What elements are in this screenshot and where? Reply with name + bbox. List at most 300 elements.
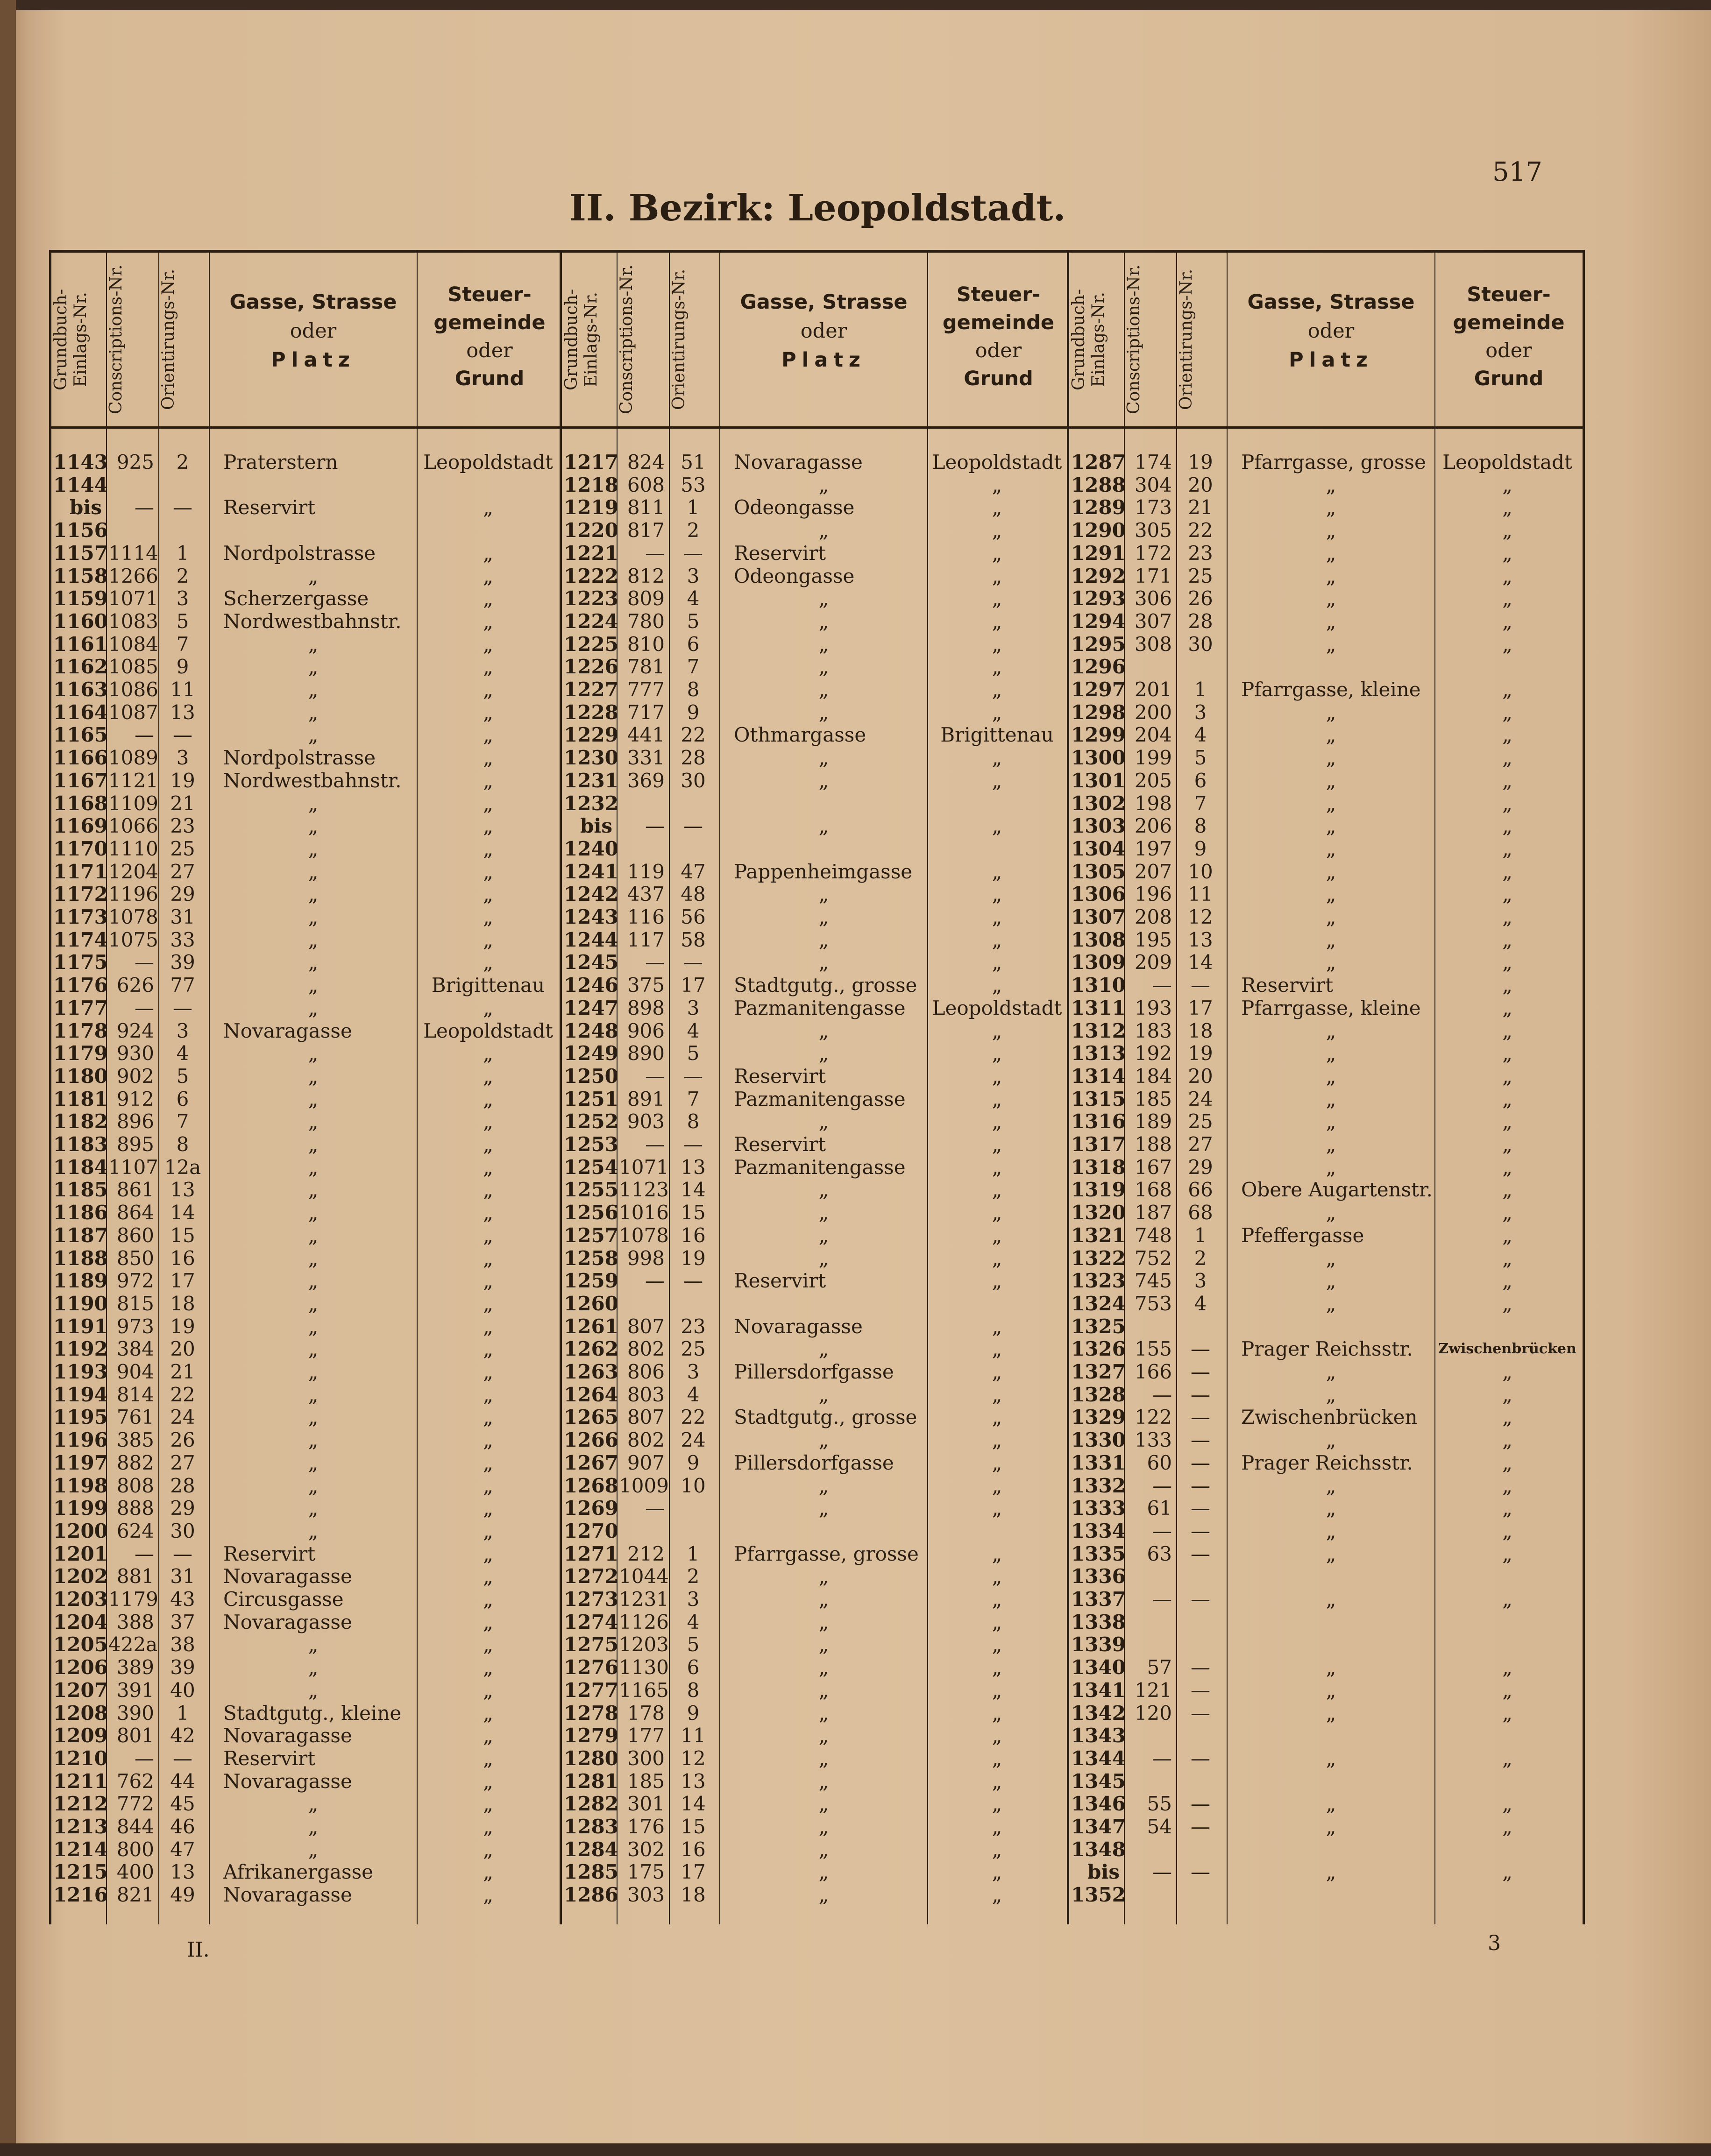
cell-conscriptions-nr: 803 — [627, 1383, 665, 1406]
table-row — [562, 474, 1069, 496]
cell-orientirungs-nr: 13 — [681, 1155, 706, 1179]
cell-steuergemeinde: „ — [1502, 996, 1512, 1019]
cell-gasse: „ — [308, 1133, 319, 1156]
cell-conscriptions-nr: 172 — [1134, 541, 1172, 565]
cell-grundbuch-nr: 1337 — [1071, 1588, 1126, 1611]
table-row — [1069, 1770, 1583, 1793]
cell-conscriptions-nr: 188 — [1134, 1133, 1172, 1156]
cell-steuergemeinde: „ — [1502, 1428, 1512, 1452]
cell-orientirungs-nr: 4 — [687, 1019, 700, 1042]
cell-orientirungs-nr: 21 — [170, 1360, 195, 1383]
cell-conscriptions-nr: 973 — [116, 1315, 154, 1338]
table-row — [51, 565, 562, 587]
cell-gasse: „ — [308, 928, 319, 951]
cell-grundbuch-nr: 1200 — [53, 1519, 108, 1542]
table-row — [51, 1042, 562, 1065]
cell-conscriptions-nr: 881 — [116, 1565, 154, 1588]
cell-orientirungs-nr: 17 — [1188, 996, 1213, 1019]
cell-steuergemeinde: „ — [992, 1315, 1002, 1338]
cell-steuergemeinde: „ — [992, 1633, 1002, 1656]
cell-conscriptions-nr: 375 — [627, 974, 665, 997]
header-steuer — [417, 281, 562, 393]
cell-grundbuch-nr: 1322 — [1071, 1246, 1126, 1270]
cell-gasse: „ — [308, 1042, 319, 1065]
cell-orientirungs-nr: 4 — [1194, 723, 1207, 747]
table-row — [1069, 1293, 1583, 1315]
cell-grundbuch-nr: 1174 — [53, 928, 108, 951]
cell-gasse: „ — [818, 769, 829, 792]
cell-orientirungs-nr: 3 — [176, 587, 189, 610]
cell-gasse: „ — [818, 814, 829, 838]
cell-conscriptions-nr — [1126, 1884, 1172, 1906]
cell-conscriptions-nr: 200 — [1134, 700, 1172, 724]
cell-grundbuch-nr: 1261 — [564, 1315, 618, 1338]
cell-steuergemeinde: „ — [1502, 1292, 1512, 1315]
cell-conscriptions-nr: 57 — [1147, 1656, 1172, 1679]
cell-orientirungs-nr: 26 — [1188, 587, 1213, 610]
cell-conscriptions-nr: 437 — [627, 883, 665, 906]
cell-gasse: „ — [1326, 1746, 1336, 1770]
table-row — [1069, 1702, 1583, 1725]
cell-conscriptions-nr: — — [645, 1269, 665, 1293]
cell-gasse: „ — [1326, 746, 1336, 770]
cell-steuergemeinde: „ — [992, 1110, 1002, 1133]
table-row — [51, 1884, 562, 1906]
table-row — [51, 1611, 562, 1633]
cell-steuergemeinde — [930, 1293, 1065, 1315]
cell-orientirungs-nr: 17 — [681, 1860, 706, 1884]
cell-conscriptions-nr — [1126, 1633, 1172, 1656]
table-row — [562, 656, 1069, 678]
cell-gasse: „ — [308, 1497, 319, 1520]
cell-steuergemeinde: „ — [483, 1565, 493, 1588]
table-row — [1069, 542, 1583, 565]
cell-orientirungs-nr: 27 — [170, 1451, 195, 1474]
header-orientirungs: Orientirungs-Nr. — [1177, 269, 1196, 410]
cell-steuergemeinde: „ — [992, 1565, 1002, 1588]
cell-orientirungs-nr: 9 — [687, 1451, 700, 1474]
table-row — [562, 1452, 1069, 1474]
cell-gasse: „ — [308, 1269, 319, 1293]
cell-gasse: Pillersdorfgasse — [734, 1451, 894, 1474]
cell-conscriptions-nr: — — [1152, 1519, 1172, 1542]
table-row — [562, 1520, 1069, 1542]
cell-grundbuch-nr: 1212 — [53, 1792, 108, 1816]
cell-orientirungs-nr: 19 — [681, 1246, 706, 1270]
cell-orientirungs-nr: 23 — [170, 814, 195, 838]
cell-grundbuch-nr: 1203 — [53, 1588, 108, 1611]
cell-conscriptions-nr: 388 — [116, 1610, 154, 1633]
cell-conscriptions-nr: 302 — [627, 1838, 665, 1861]
cell-steuergemeinde: „ — [1502, 1155, 1512, 1179]
table-row — [562, 1065, 1069, 1088]
cell-conscriptions-nr: 815 — [116, 1292, 154, 1315]
table-row — [51, 838, 562, 860]
cell-conscriptions-nr: 608 — [627, 473, 665, 496]
cell-orientirungs-nr: 77 — [170, 974, 195, 997]
cell-steuergemeinde: „ — [483, 1292, 493, 1315]
cell-orientirungs-nr: 16 — [681, 1223, 706, 1247]
cell-orientirungs-nr — [1179, 1725, 1222, 1747]
cell-steuergemeinde: „ — [483, 1838, 493, 1861]
cell-steuergemeinde: „ — [483, 928, 493, 951]
table-row — [51, 792, 562, 815]
cell-orientirungs-nr: 16 — [170, 1246, 195, 1270]
cell-grundbuch-nr: 1267 — [564, 1451, 618, 1474]
cell-gasse: Reservirt — [734, 1133, 826, 1156]
cell-conscriptions-nr: 812 — [627, 564, 665, 587]
table-block-2 — [560, 250, 1069, 1924]
table-row — [1069, 633, 1583, 656]
cell-conscriptions-nr: 1130 — [619, 1656, 669, 1679]
table-row — [1069, 1361, 1583, 1383]
cell-conscriptions-nr: 184 — [1134, 1064, 1172, 1088]
cell-orientirungs-nr: — — [683, 541, 703, 565]
cell-conscriptions-nr: — — [1152, 974, 1172, 997]
table-row — [562, 1020, 1069, 1042]
cell-steuergemeinde: „ — [992, 1883, 1002, 1907]
cell-orientirungs-nr: 5 — [687, 1042, 700, 1065]
cell-steuergemeinde: „ — [483, 769, 493, 792]
cell-orientirungs-nr — [671, 1520, 715, 1542]
cell-conscriptions-nr: — — [135, 723, 154, 747]
cell-gasse: „ — [1326, 1656, 1336, 1679]
cell-orientirungs-nr: 4 — [176, 1042, 189, 1065]
cell-grundbuch-nr: 1209 — [53, 1724, 108, 1747]
cell-steuergemeinde: „ — [1502, 769, 1512, 792]
cell-steuergemeinde: „ — [992, 1223, 1002, 1247]
cell-gasse: „ — [1326, 1428, 1336, 1452]
cell-gasse: „ — [818, 678, 829, 701]
cell-conscriptions-nr: — — [645, 541, 665, 565]
table-row — [51, 815, 562, 837]
cell-steuergemeinde: „ — [992, 1360, 1002, 1383]
cell-orientirungs-nr: 33 — [170, 928, 195, 951]
cell-orientirungs-nr: 30 — [681, 769, 706, 792]
table-block-1 — [49, 250, 562, 1924]
cell-grundbuch-nr: 1157 — [53, 541, 108, 565]
table-row — [1069, 610, 1583, 633]
cell-conscriptions-nr: 201 — [1134, 678, 1172, 701]
cell-steuergemeinde: „ — [1502, 541, 1512, 565]
cell-grundbuch-nr: 1229 — [564, 723, 618, 747]
cell-grundbuch-nr: 1211 — [53, 1769, 108, 1793]
cell-orientirungs-nr: 21 — [1188, 496, 1213, 519]
cell-grundbuch-nr: 1189 — [53, 1269, 108, 1293]
cell-gasse: Nordpolstrasse — [223, 746, 376, 770]
cell-conscriptions-nr: 717 — [627, 700, 665, 724]
cell-orientirungs-nr: 27 — [1188, 1133, 1213, 1156]
cell-steuergemeinde: „ — [992, 496, 1002, 519]
table-row — [1069, 1384, 1583, 1406]
cell-grundbuch-nr: 1257 — [564, 1223, 618, 1247]
cell-steuergemeinde: „ — [483, 1815, 493, 1838]
cell-orientirungs-nr: 51 — [681, 451, 706, 474]
cell-grundbuch-nr: 1224 — [564, 609, 618, 633]
cell-steuergemeinde: „ — [483, 496, 493, 519]
cell-conscriptions-nr: 400 — [116, 1860, 154, 1884]
cell-orientirungs-nr: 29 — [170, 1497, 195, 1520]
cell-grundbuch-nr: 1335 — [1071, 1542, 1126, 1565]
cell-grundbuch-nr: 1295 — [1071, 632, 1126, 656]
cell-conscriptions-nr: 811 — [627, 496, 665, 519]
table-row — [51, 974, 562, 997]
cell-orientirungs-nr: — — [683, 1064, 703, 1088]
cell-gasse — [1241, 1565, 1433, 1588]
cell-conscriptions-nr: 626 — [116, 974, 154, 997]
cell-orientirungs-nr: 29 — [170, 883, 195, 906]
cell-grundbuch-nr: 1302 — [1071, 792, 1126, 815]
cell-steuergemeinde: „ — [1502, 1815, 1512, 1838]
cell-steuergemeinde: Leopoldstadt — [1442, 451, 1572, 474]
cell-conscriptions-nr: 814 — [116, 1383, 154, 1406]
cell-conscriptions-nr: 1203 — [619, 1633, 669, 1656]
cell-orientirungs-nr: — — [173, 996, 192, 1019]
cell-conscriptions-nr — [619, 792, 665, 815]
cell-steuergemeinde: „ — [483, 1246, 493, 1270]
cell-orientirungs-nr: 14 — [681, 1792, 706, 1816]
cell-orientirungs-nr: 48 — [681, 883, 706, 906]
cell-conscriptions-nr: 384 — [116, 1337, 154, 1361]
cell-conscriptions-nr: 422a — [108, 1633, 158, 1656]
cell-orientirungs-nr: 6 — [176, 1087, 189, 1110]
table-row — [51, 1202, 562, 1224]
cell-gasse: „ — [1326, 1815, 1336, 1838]
cell-orientirungs-nr: — — [1191, 1815, 1210, 1838]
cell-steuergemeinde: „ — [992, 473, 1002, 496]
cell-gasse: „ — [308, 1451, 319, 1474]
cell-grundbuch-nr: bis — [580, 814, 612, 838]
cell-gasse: Novaragasse — [223, 1883, 352, 1907]
cell-gasse: Novaragasse — [734, 451, 863, 474]
cell-grundbuch-nr: 1177 — [53, 996, 108, 1019]
cell-grundbuch-nr: 1258 — [564, 1246, 618, 1270]
cell-conscriptions-nr: 206 — [1134, 814, 1172, 838]
cell-grundbuch-nr: 1181 — [53, 1087, 108, 1110]
cell-grundbuch-nr: 1188 — [53, 1246, 108, 1270]
cell-gasse: „ — [818, 1223, 829, 1247]
table-row — [51, 770, 562, 792]
cell-grundbuch-nr: 1313 — [1071, 1042, 1126, 1065]
cell-gasse: „ — [308, 996, 319, 1019]
cell-orientirungs-nr: 13 — [1188, 928, 1213, 951]
table-row — [1069, 1611, 1583, 1633]
cell-conscriptions-nr: 1110 — [108, 837, 158, 860]
cell-steuergemeinde: Leopoldstadt — [932, 451, 1062, 474]
cell-orientirungs-nr: 7 — [687, 655, 700, 679]
cell-conscriptions-nr: 1078 — [108, 905, 158, 928]
header-steuer-line2: gemeinde — [433, 311, 546, 334]
cell-orientirungs-nr: — — [1191, 1519, 1210, 1542]
cell-orientirungs-nr: 6 — [687, 632, 700, 656]
cell-gasse: „ — [818, 1019, 829, 1042]
cell-conscriptions-nr — [619, 838, 665, 860]
cell-conscriptions-nr: 173 — [1134, 496, 1172, 519]
cell-orientirungs-nr: 53 — [681, 473, 706, 496]
cell-steuergemeinde: „ — [992, 1815, 1002, 1838]
cell-conscriptions-nr — [1126, 1770, 1172, 1793]
cell-grundbuch-nr: 1194 — [53, 1383, 108, 1406]
table-row — [1069, 451, 1583, 474]
cell-conscriptions-nr: 861 — [116, 1178, 154, 1202]
cell-orientirungs-nr: — — [1191, 1588, 1210, 1611]
cell-orientirungs-nr: 6 — [1194, 769, 1207, 792]
table-row — [51, 496, 562, 519]
cell-grundbuch-nr: 1296 — [1071, 655, 1126, 679]
table-row — [51, 1452, 562, 1474]
table-row — [51, 1110, 562, 1133]
cell-steuergemeinde: „ — [992, 1860, 1002, 1884]
table-row — [51, 861, 562, 883]
cell-conscriptions-nr: 1084 — [108, 632, 158, 656]
cell-steuergemeinde: „ — [992, 1087, 1002, 1110]
cell-conscriptions-nr: 780 — [627, 609, 665, 633]
cell-gasse: „ — [818, 905, 829, 928]
cell-grundbuch-nr: 1291 — [1071, 541, 1126, 565]
cell-gasse — [223, 474, 415, 496]
table-row — [562, 1270, 1069, 1292]
table-row — [1069, 724, 1583, 746]
cell-grundbuch-nr: 1247 — [564, 996, 618, 1019]
cell-conscriptions-nr: 896 — [116, 1110, 154, 1133]
table-row — [1069, 1725, 1583, 1747]
cell-grundbuch-nr: 1183 — [53, 1133, 108, 1156]
table-row — [562, 838, 1069, 860]
cell-conscriptions-nr: 821 — [116, 1883, 154, 1907]
cell-gasse: „ — [308, 1292, 319, 1315]
cell-conscriptions-nr: 369 — [627, 769, 665, 792]
cell-orientirungs-nr: 2 — [176, 451, 189, 474]
table-row — [1069, 792, 1583, 815]
cell-grundbuch-nr: 1206 — [53, 1656, 108, 1679]
table-row — [562, 1725, 1069, 1747]
cell-grundbuch-nr: 1324 — [1071, 1292, 1126, 1315]
cell-steuergemeinde: „ — [992, 1383, 1002, 1406]
cell-orientirungs-nr: 25 — [681, 1337, 706, 1361]
cell-grundbuch-nr: 1290 — [1071, 519, 1126, 542]
table-row — [1069, 1247, 1583, 1270]
cell-grundbuch-nr: 1341 — [1071, 1678, 1126, 1702]
table-row — [1069, 1679, 1583, 1702]
table-row — [1069, 1884, 1583, 1906]
cell-steuergemeinde: „ — [483, 1860, 493, 1884]
cell-steuergemeinde: Leopoldstadt — [423, 451, 553, 474]
cell-gasse: „ — [308, 1383, 319, 1406]
cell-steuergemeinde — [930, 792, 1065, 815]
cell-grundbuch-nr: 1345 — [1071, 1769, 1126, 1793]
cell-conscriptions-nr: 864 — [116, 1201, 154, 1224]
table-row — [51, 701, 562, 724]
cell-conscriptions-nr: 54 — [1147, 1815, 1172, 1838]
cell-grundbuch-nr: 1232 — [564, 792, 618, 815]
cell-conscriptions-nr: 860 — [116, 1223, 154, 1247]
cell-conscriptions-nr — [1126, 1565, 1172, 1588]
cell-grundbuch-nr: 1321 — [1071, 1223, 1126, 1247]
table-row — [1069, 1088, 1583, 1110]
cell-grundbuch-nr: 1274 — [564, 1610, 618, 1633]
cell-steuergemeinde: „ — [483, 860, 493, 883]
cell-conscriptions-nr — [619, 1293, 665, 1315]
cell-grundbuch-nr: 1276 — [564, 1656, 618, 1679]
cell-steuergemeinde: „ — [483, 1451, 493, 1474]
cell-gasse: Praterstern — [223, 451, 338, 474]
cell-conscriptions-nr: 55 — [1147, 1792, 1172, 1816]
cell-steuergemeinde: „ — [483, 541, 493, 565]
cell-orientirungs-nr: 24 — [1188, 1087, 1213, 1110]
cell-conscriptions-nr: 209 — [1134, 951, 1172, 974]
table-header — [562, 253, 1069, 429]
cell-gasse: „ — [818, 632, 829, 656]
cell-grundbuch-nr: 1318 — [1071, 1155, 1126, 1179]
cell-gasse: „ — [1326, 1019, 1336, 1042]
cell-grundbuch-nr: 1196 — [53, 1428, 108, 1452]
cell-steuergemeinde: „ — [1502, 928, 1512, 951]
table-row — [562, 1088, 1069, 1110]
cell-orientirungs-nr: 47 — [170, 1838, 195, 1861]
table-row — [562, 1679, 1069, 1702]
cell-conscriptions-nr: 307 — [1134, 609, 1172, 633]
cell-orientirungs-nr: — — [683, 1133, 703, 1156]
cell-grundbuch-nr: 1279 — [564, 1724, 618, 1747]
table-row — [562, 1475, 1069, 1497]
cell-gasse: Pazmanitengasse — [734, 996, 906, 1019]
table-row — [562, 974, 1069, 997]
table-row — [51, 1293, 562, 1315]
cell-orientirungs-nr — [671, 792, 715, 815]
table-row — [562, 1565, 1069, 1588]
cell-grundbuch-nr: 1293 — [1071, 587, 1126, 610]
cell-conscriptions-nr: 1107 — [108, 1155, 158, 1179]
cell-conscriptions-nr — [108, 519, 154, 542]
cell-orientirungs-nr: 38 — [170, 1633, 195, 1656]
cell-gasse: „ — [308, 1246, 319, 1270]
cell-grundbuch-nr: 1259 — [564, 1269, 618, 1293]
header-steuer-line1: Steuer- — [1467, 283, 1551, 306]
cell-conscriptions-nr: — — [645, 1497, 665, 1520]
cell-conscriptions-nr: 1179 — [108, 1588, 158, 1611]
cell-gasse — [1241, 1770, 1433, 1793]
cell-conscriptions-nr: 777 — [627, 678, 665, 701]
table-row — [1069, 1156, 1583, 1179]
cell-gasse: „ — [308, 837, 319, 860]
table-row — [562, 1588, 1069, 1611]
cell-orientirungs-nr: 20 — [1188, 473, 1213, 496]
cell-conscriptions-nr: 904 — [116, 1360, 154, 1383]
table-row — [1069, 1816, 1583, 1838]
header-orientirungs: Orientirungs-Nr. — [669, 269, 689, 410]
cell-orientirungs-nr: 14 — [1188, 951, 1213, 974]
cell-gasse: Novaragasse — [223, 1724, 352, 1747]
cell-orientirungs-nr: 10 — [1188, 860, 1213, 883]
cell-grundbuch-nr: 1263 — [564, 1360, 618, 1383]
cell-steuergemeinde: Brigittenau — [431, 974, 545, 997]
cell-grundbuch-nr: 1244 — [564, 928, 618, 951]
cell-gasse: „ — [818, 1678, 829, 1702]
header-steuer-line3: oder — [975, 339, 1022, 362]
cell-orientirungs-nr: 18 — [170, 1292, 195, 1315]
cell-steuergemeinde: „ — [1502, 1087, 1512, 1110]
cell-steuergemeinde: „ — [1502, 951, 1512, 974]
cell-grundbuch-nr: 1213 — [53, 1815, 108, 1838]
cell-gasse: „ — [308, 1064, 319, 1088]
cell-gasse: „ — [1326, 951, 1336, 974]
cell-gasse: „ — [308, 1155, 319, 1179]
cell-steuergemeinde: „ — [483, 1155, 493, 1179]
cell-conscriptions-nr: — — [1152, 1860, 1172, 1884]
cell-gasse: Zwischenbrücken — [1241, 1406, 1418, 1429]
table-row — [562, 1702, 1069, 1725]
cell-steuergemeinde: „ — [483, 1406, 493, 1429]
